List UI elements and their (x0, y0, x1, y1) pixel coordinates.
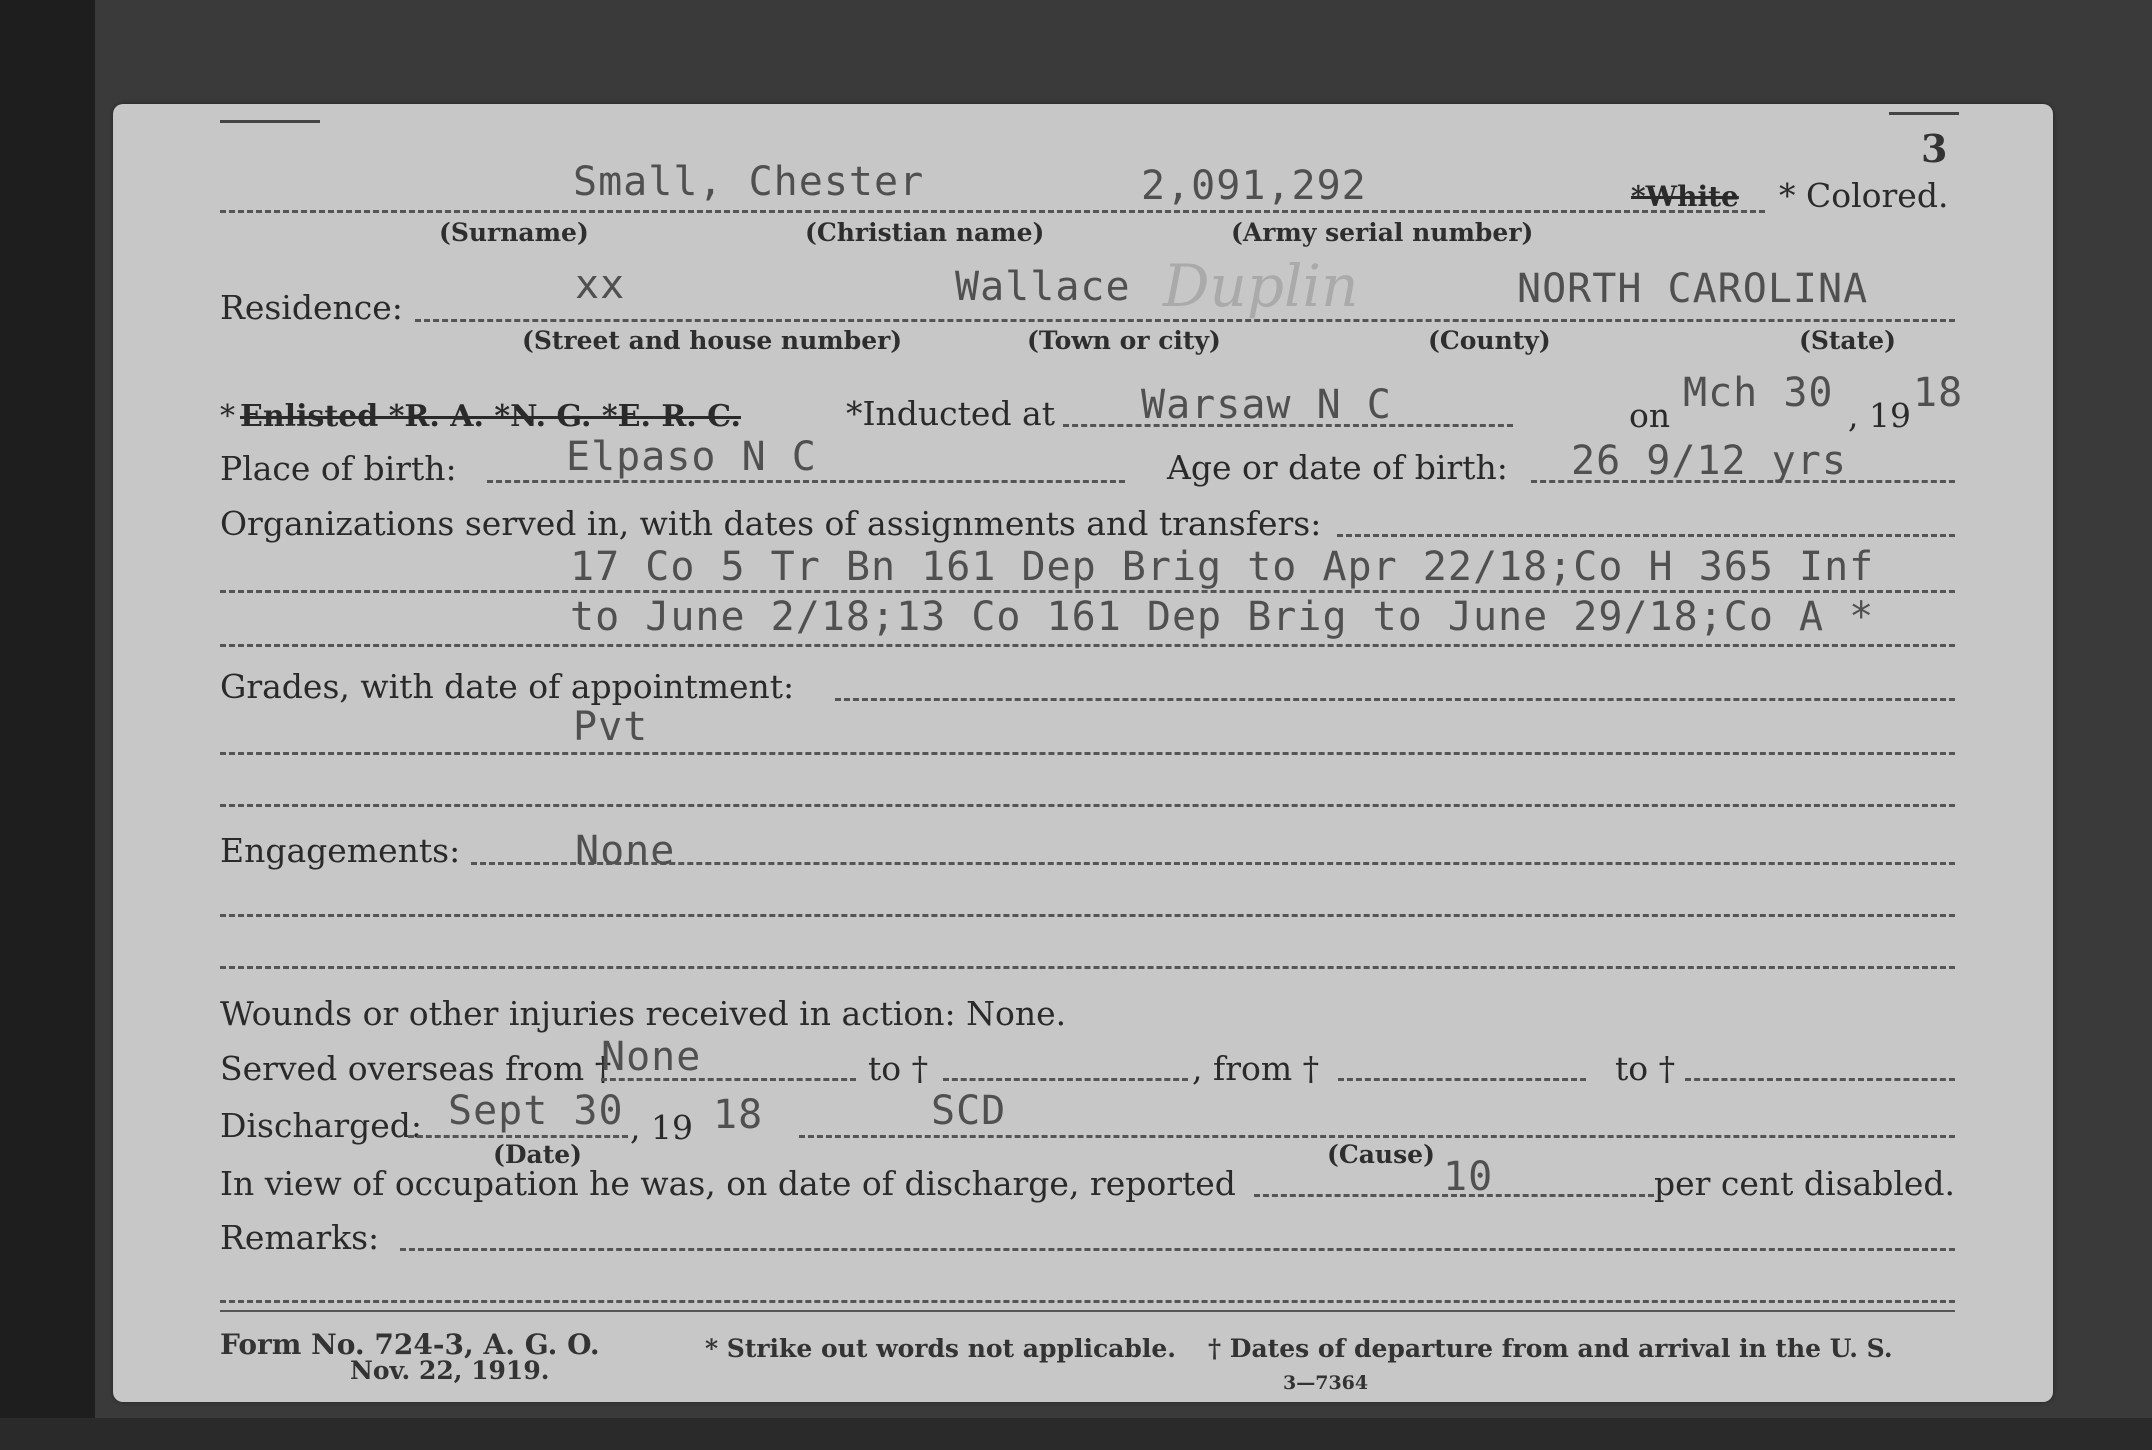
state-caption: (State) (1799, 326, 1896, 355)
overseas-from2-line (1338, 1078, 1586, 1081)
county-caption: (County) (1428, 326, 1551, 355)
engagements-value: None (575, 828, 676, 874)
discharge-date-line (408, 1135, 628, 1138)
place-of-birth-line (487, 480, 1125, 483)
engagements-line-0 (471, 862, 1955, 865)
street-caption: (Street and house number) (522, 326, 903, 355)
remarks-label: Remarks: (220, 1218, 380, 1257)
grades-value: Pvt (573, 704, 649, 750)
overseas-to-line (943, 1078, 1188, 1081)
footnote-dates: † Dates of departure from and arrival in the U. S. (1208, 1334, 1893, 1363)
top-left-mark (220, 120, 320, 123)
name-line (220, 210, 1765, 213)
overseas-from-label: Served overseas from † (220, 1049, 612, 1088)
residence-state: NORTH CAROLINA (1517, 266, 1869, 312)
induction-year: 18 (1913, 370, 1964, 416)
on-label: on (1629, 396, 1671, 435)
place-of-birth-value: Elpaso N C (566, 434, 817, 480)
organization-entry-2: to June 2/18;13 Co 161 Dep Brig to June 29/18;Co A * (570, 594, 1875, 640)
inducted-at-label: *Inducted at (846, 394, 1055, 433)
engagements-label: Engagements: (220, 831, 461, 870)
overseas-to2-label: to † (1615, 1049, 1676, 1088)
engagements-line-2 (220, 966, 1955, 969)
discharge-year-prefix: , 19 (630, 1108, 693, 1147)
organization-entry-1: 17 Co 5 Tr Bn 161 Dep Brig to Apr 22/18;Co H 365 Inf (570, 544, 1875, 590)
christian-name-caption: (Christian name) (805, 218, 1045, 247)
surname-caption: (Surname) (439, 218, 589, 247)
discharge-year: 18 (713, 1092, 764, 1138)
engagements-line-1 (220, 914, 1955, 917)
disability-suffix: per cent disabled. (1654, 1164, 1956, 1203)
footnote-strike-out: * Strike out words not applicable. (705, 1334, 1176, 1363)
overseas-to-label: to † (868, 1049, 929, 1088)
service-record-card (113, 104, 2053, 1402)
race-colored: * Colored. (1779, 176, 1949, 215)
bottom-rule (220, 1310, 1955, 1312)
grades-line-2 (220, 804, 1955, 807)
race-white-struck: *White (1631, 180, 1739, 213)
serial-caption: (Army serial number) (1231, 218, 1534, 247)
top-right-mark (1889, 112, 1959, 115)
discharge-cause: SCD (931, 1088, 1007, 1134)
discharge-cause-line (799, 1135, 1955, 1138)
residence-street: xx (575, 262, 626, 308)
discharge-date: Sept 30 (448, 1088, 624, 1134)
disability-value: 10 (1443, 1154, 1494, 1200)
residence-label: Residence: (220, 288, 403, 327)
residence-county-pencil: Duplin (1163, 252, 1359, 320)
discharge-date-caption: (Date) (493, 1140, 582, 1169)
overseas-from-value: None (601, 1034, 702, 1080)
name-value: Small, Chester (573, 159, 925, 205)
inducted-at-place: Warsaw N C (1141, 382, 1392, 428)
organizations-label: Organizations served in, with dates of assignments and transfers: (220, 504, 1322, 543)
enlisted-struck: Enlisted *R. A. *N. G. *E. R. C. (240, 399, 741, 434)
induction-asterisk: * (220, 399, 235, 434)
wounds-text: Wounds or other injuries received in action: None. (220, 994, 1067, 1033)
place-of-birth-label: Place of birth: (220, 449, 457, 488)
grades-label: Grades, with date of appointment: (220, 667, 795, 706)
town-caption: (Town or city) (1027, 326, 1221, 355)
overseas-from2-label: , from † (1192, 1049, 1320, 1088)
residence-town: Wallace (955, 264, 1131, 310)
disability-prefix: In view of occupation he was, on date of discharge, reported (220, 1164, 1236, 1203)
remarks-line-0 (400, 1248, 1955, 1251)
induction-date: Mch 30 (1683, 370, 1834, 416)
card-number: 3 (1921, 126, 1948, 171)
grades-line-1 (220, 752, 1955, 755)
serial-value: 2,091,292 (1141, 163, 1367, 209)
print-code: 3—7364 (1283, 1372, 1369, 1394)
organizations-line-0 (1337, 534, 1955, 537)
organizations-line-2 (220, 644, 1955, 647)
age-value: 26 9/12 yrs (1571, 438, 1847, 484)
form-number: Form No. 724-3, A. G. O. (220, 1328, 600, 1361)
scan-background-bottom (0, 1418, 2152, 1450)
scan-background-left (0, 0, 95, 1450)
discharge-cause-caption: (Cause) (1327, 1140, 1435, 1169)
age-label: Age or date of birth: (1167, 448, 1508, 487)
grades-line-0 (835, 698, 1955, 701)
overseas-to2-line (1685, 1078, 1955, 1081)
remarks-line-1 (220, 1300, 1955, 1303)
induction-year-prefix: , 19 (1848, 396, 1911, 435)
form-date: Nov. 22, 1919. (350, 1356, 550, 1385)
organizations-line-1 (220, 590, 1955, 593)
discharged-label: Discharged: (220, 1106, 423, 1145)
